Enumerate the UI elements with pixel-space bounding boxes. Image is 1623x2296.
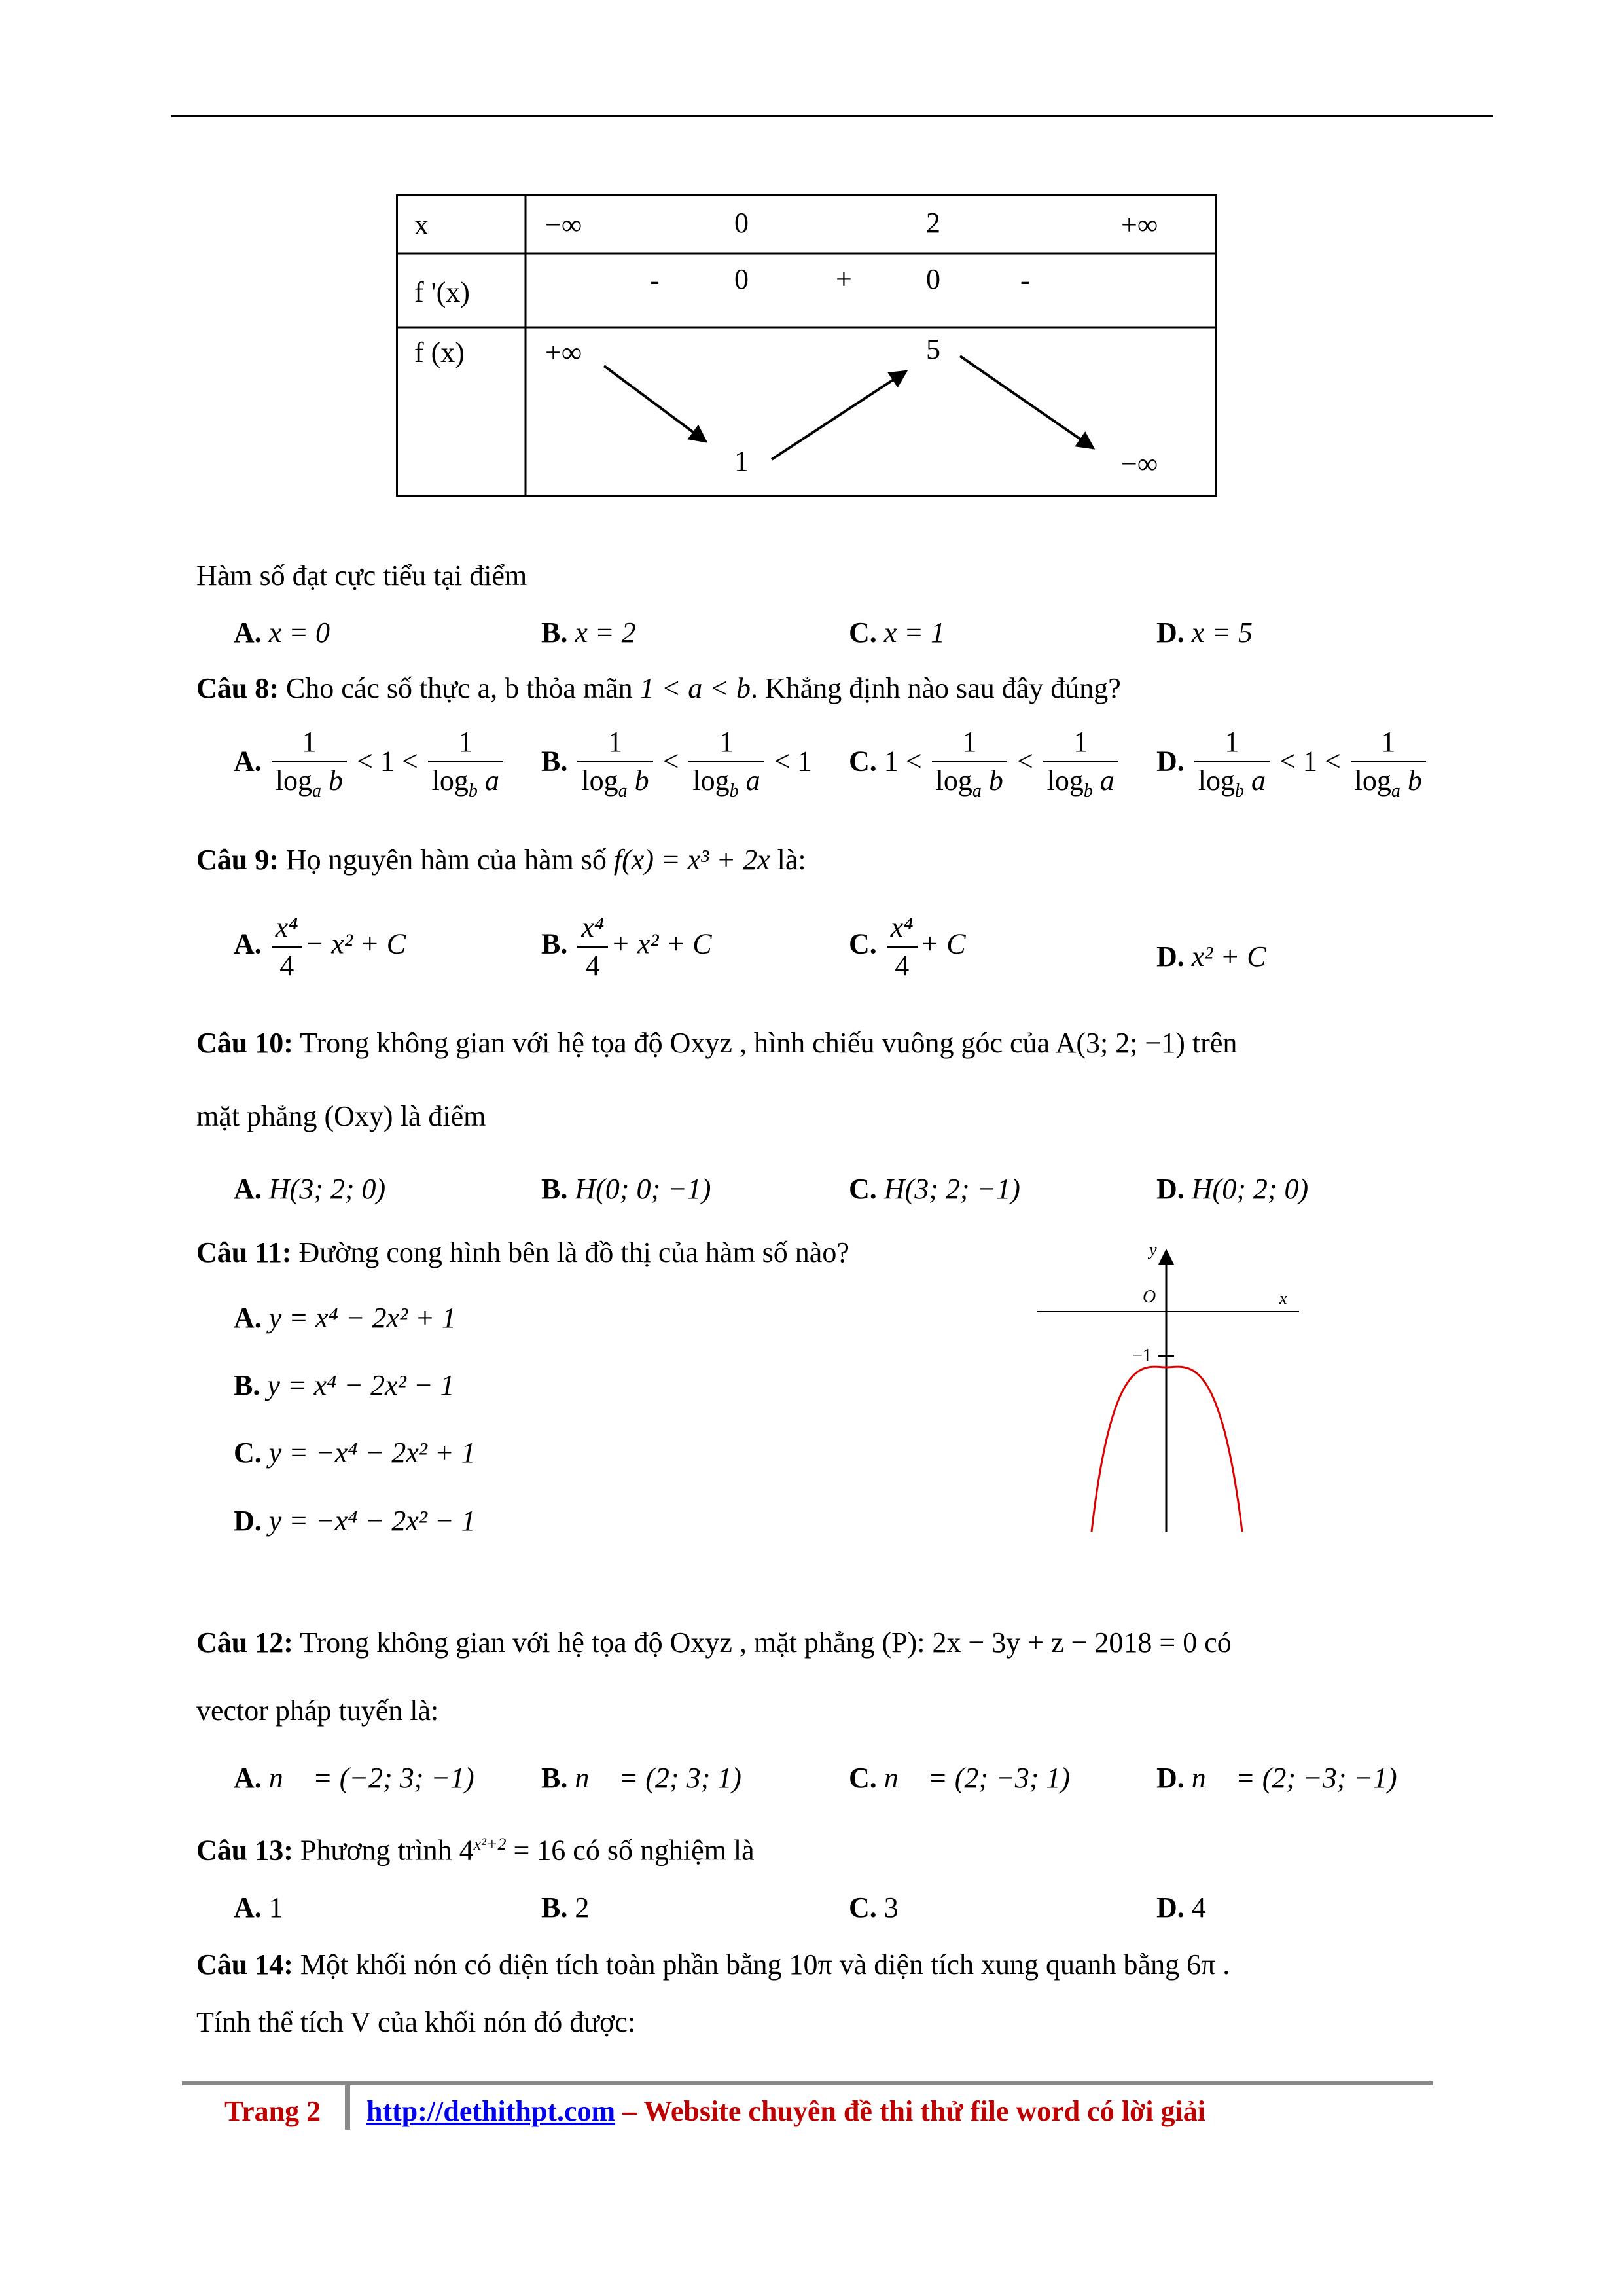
- q8-option-b: B. $\frac{1}{\log_a b}$ < $\frac{1}{\log_b a}$ < 1: [541, 726, 812, 801]
- x-value: −∞: [545, 209, 582, 241]
- f-max: 5: [926, 333, 940, 365]
- q11-option-c: C. y = −x⁴ − 2x² + 1: [234, 1437, 476, 1469]
- q10-option-c: C. H(3; 2; −1): [849, 1173, 1020, 1205]
- arrow-up: [772, 371, 906, 459]
- sign: 0: [734, 263, 749, 295]
- footer-rule: [182, 2081, 1433, 2085]
- q13-stem: Câu 13: Phương trình $4^{x^2+2} = 16$ có số nghiệm là: [196, 1834, 755, 1867]
- q14-line1: Câu 14: Một khối nón có diện tích toàn phần bằng 10π và diện tích xung quanh bằng 6π .: [196, 1948, 1230, 1981]
- sign: +: [836, 263, 852, 295]
- q13-option-d: D. 4: [1156, 1892, 1206, 1924]
- q8-stem: Câu 8: Cho các số thực a, b thỏa mãn 1 < a < b. Khẳng định nào sau đây đúng?: [196, 672, 1121, 704]
- q12-option-c: C. n⃗ = (2; −3; 1): [849, 1762, 1070, 1794]
- q8-option-c: C. 1 < $\frac{1}{\log_a b}$ < $\frac{1}{\log_b a}$: [849, 728, 1121, 800]
- q14-line2: Tính thể tích V của khối nón đó được:: [196, 2006, 636, 2038]
- q12-line2: vector pháp tuyến là:: [196, 1695, 439, 1727]
- q9-option-a: A. $\frac{\text{x⁴}}{4}$ − x² + C: [234, 911, 406, 982]
- q12-option-b: B. n⃗ = (2; 3; 1): [541, 1762, 741, 1794]
- q10-line2: mặt phẳng (Oxy) là điểm: [196, 1100, 486, 1132]
- q11-option-b: B. y = x⁴ − 2x² − 1: [234, 1369, 455, 1401]
- q9-stem: Câu 9: Họ nguyên hàm của hàm số f(x) = x³ + 2x là:: [196, 844, 806, 876]
- sign: -: [650, 264, 660, 296]
- q10-option-b: B. H(0; 0; −1): [541, 1173, 711, 1205]
- x-axis-label: x: [1279, 1289, 1287, 1308]
- footer-text: http://dethithpt.com – Website chuyên đề thi thử file word có lời giải: [366, 2095, 1205, 2127]
- q12-option-d: D. n⃗ = (2; −3; −1): [1156, 1762, 1397, 1794]
- q13-option-b: B. 2: [541, 1892, 590, 1924]
- variation-table: [396, 194, 1217, 497]
- y-axis-label: y: [1149, 1240, 1157, 1259]
- q9-option-d: D. x² + C: [1156, 941, 1266, 973]
- q10-line1: Câu 10: Trong không gian với hệ tọa độ Oxyz , hình chiếu vuông góc của A(3; 2; −1) trên: [196, 1027, 1238, 1059]
- row-label-f: f (x): [414, 336, 465, 368]
- q7-option-c: C. x = 1: [849, 617, 946, 649]
- q7-option-a: A. x = 0: [234, 617, 330, 649]
- q12-option-a: A. n⃗ = (−2; 3; −1): [234, 1762, 474, 1794]
- header-rule: [171, 115, 1493, 117]
- q11-option-d: D. y = −x⁴ − 2x² − 1: [234, 1505, 476, 1537]
- q7-prompt: Hàm số đạt cực tiểu tại điểm: [196, 560, 527, 592]
- q11-stem: Câu 11: Đường cong hình bên là đồ thị của hàm số nào?: [196, 1236, 849, 1268]
- q9-option-c: C. $\frac{\text{x⁴}}{4}$ + C: [849, 911, 966, 982]
- x-value: 2: [926, 207, 940, 239]
- f-right: −∞: [1121, 448, 1158, 480]
- f-left: +∞: [545, 336, 582, 368]
- q13-option-a: A. 1: [234, 1892, 283, 1924]
- origin-label: O: [1143, 1287, 1156, 1307]
- f-min: 1: [734, 445, 749, 477]
- q7-option-b: B. x = 2: [541, 617, 636, 649]
- q10-option-d: D. H(0; 2; 0): [1156, 1173, 1309, 1205]
- table-grid: [396, 194, 1217, 497]
- q9-option-b: B. $\frac{\text{x⁴}}{4}$ + x² + C: [541, 911, 712, 982]
- footer-page: Trang 2: [224, 2095, 321, 2127]
- x-value: 0: [734, 207, 749, 239]
- q12-line1: Câu 12: Trong không gian với hệ tọa độ Oxyz , mặt phẳng (P): 2x − 3y + z − 2018 = 0 có: [196, 1626, 1232, 1659]
- q8-option-d: D. $\frac{1}{\log_b a}$ < 1 < $\frac{1}{\log_a b}$: [1156, 728, 1429, 800]
- footer-divider: [345, 2085, 350, 2130]
- sign: -: [1020, 264, 1030, 296]
- intercept-label: −1: [1132, 1346, 1152, 1366]
- row-label-fprime: f '(x): [414, 276, 470, 308]
- arrow-down-2: [960, 356, 1094, 448]
- q11-graph: [1027, 1230, 1329, 1532]
- q11-option-a: A. y = x⁴ − 2x² + 1: [234, 1302, 456, 1334]
- sign: 0: [926, 263, 940, 295]
- x-value: +∞: [1121, 209, 1158, 241]
- q8-option-a: A. $\frac{1}{\log_a b}$ < 1 < $\frac{1}{\log_b a}$: [234, 728, 506, 800]
- arrow-down-1: [604, 366, 706, 442]
- q13-option-c: C. 3: [849, 1892, 899, 1924]
- q7-option-d: D. x = 5: [1156, 617, 1253, 649]
- footer-link[interactable]: http://dethithpt.com: [366, 2095, 616, 2127]
- row-label-x: x: [414, 209, 429, 241]
- q10-option-a: A. H(3; 2; 0): [234, 1173, 386, 1205]
